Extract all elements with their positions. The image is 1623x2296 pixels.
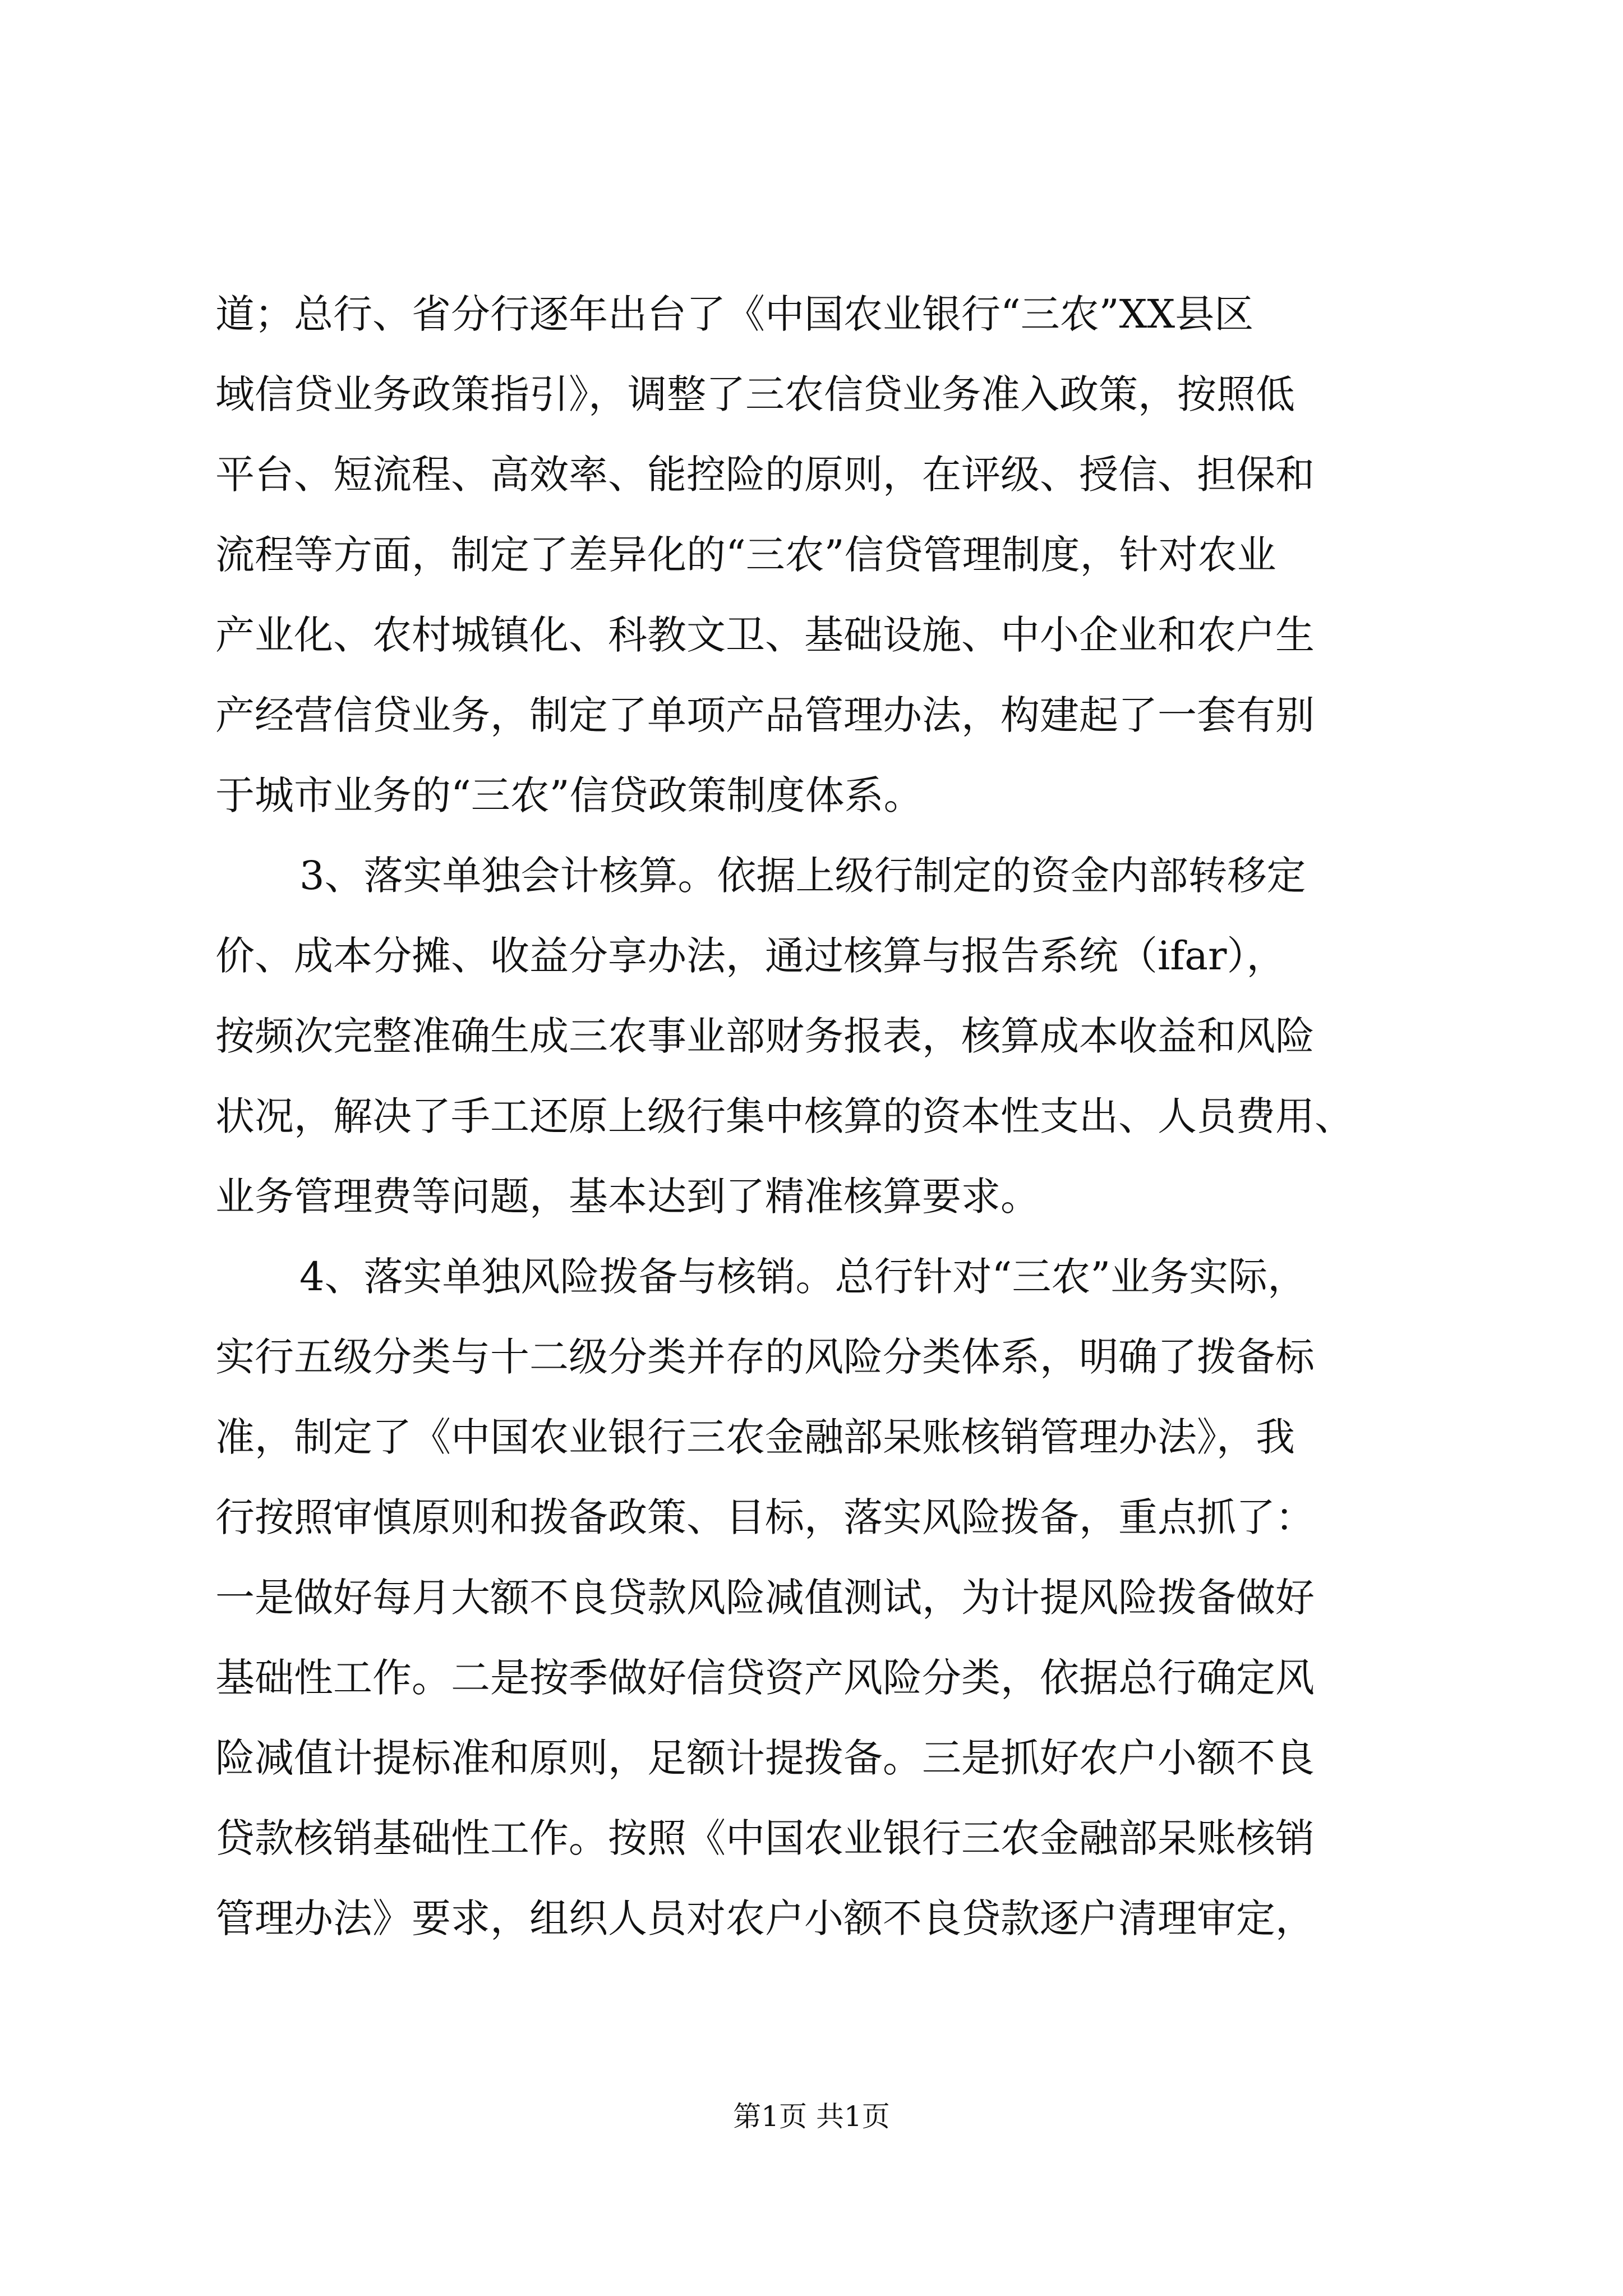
text-line: 域信贷业务政策指引》，调整了三农信贷业务准入政策，按照低 (215, 371, 1295, 417)
text-line: 险减值计提标准和原则，足额计提拨备。三是抓好农户小额不良 (215, 1735, 1315, 1781)
paragraph-start-line: 3、落实单独会计核算。依据上级行制定的资金内部转移定 (299, 853, 1306, 899)
text-line: 于城市业务的“三农”信贷政策制度体系。 (215, 772, 923, 818)
text-line: 准，制定了《中国农业银行三农金融部呆账核销管理办法》，我 (215, 1414, 1295, 1460)
text-line: 产经营信贷业务，制定了单项产品管理办法，构建起了一套有别 (215, 692, 1315, 738)
text-line: 按频次完整准确生成三农事业部财务报表，核算成本收益和风险 (215, 1013, 1315, 1059)
text-line: 基础性工作。二是按季做好信贷资产风险分类，依据总行确定风 (215, 1655, 1315, 1701)
text-line: 管理办法》要求，组织人员对农户小额不良贷款逐户清理审定， (215, 1895, 1315, 1941)
text-line: 产业化、农村城镇化、科教文卫、基础设施、中小企业和农户生 (215, 612, 1315, 658)
text-line: 流程等方面，制定了差异化的“三农”信贷管理制度，针对农业 (215, 532, 1276, 578)
text-line: 业务管理费等问题，基本达到了精准核算要求。 (215, 1174, 1040, 1220)
text-line: 道；总行、省分行逐年出台了《中国农业银行“三农”XX县区 (215, 291, 1254, 337)
text-line: 状况，解决了手工还原上级行集中核算的资本性支出、人员费用、 (215, 1093, 1354, 1139)
paragraph-start-line: 4、落实单独风险拨备与核销。总行针对“三农”业务实际， (299, 1254, 1307, 1300)
text-line: 平台、短流程、高效率、能控险的原则，在评级、授信、担保和 (215, 452, 1315, 498)
page-number-footer: 第1页 共1页 (733, 2100, 890, 2133)
text-line: 价、成本分摊、收益分享办法，通过核算与报告系统（ifar）， (215, 933, 1286, 979)
text-line: 行按照审慎原则和拨备政策、目标，落实风险拨备，重点抓了： (215, 1494, 1315, 1540)
text-line: 一是做好每月大额不良贷款风险减值测试，为计提风险拨备做好 (215, 1575, 1315, 1621)
text-line: 贷款核销基础性工作。按照《中国农业银行三农金融部呆账核销 (215, 1815, 1315, 1861)
text-line: 实行五级分类与十二级分类并存的风险分类体系，明确了拨备标 (215, 1334, 1315, 1380)
